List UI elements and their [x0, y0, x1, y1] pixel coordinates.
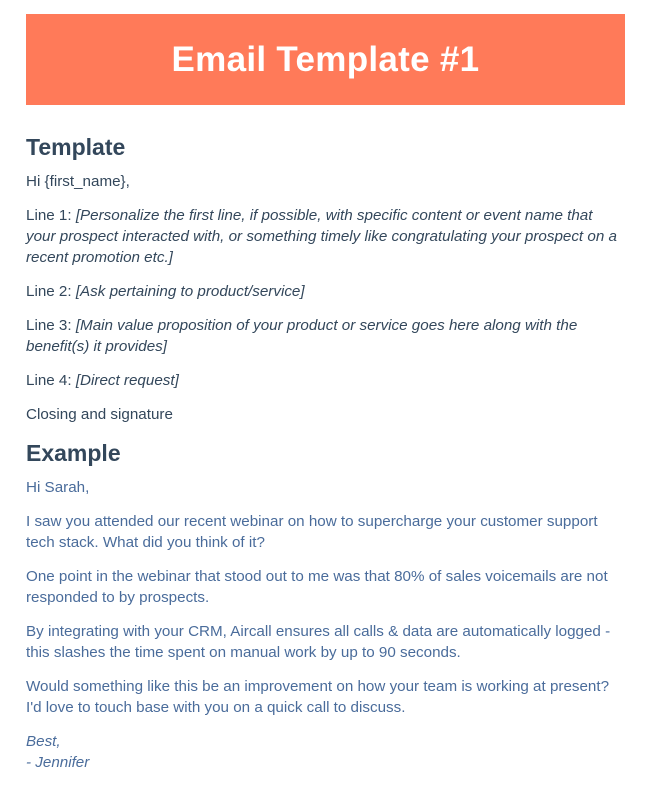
example-greeting: Hi Sarah,: [26, 479, 90, 496]
template-line-2: [26, 281, 624, 302]
example-heading: Example: [26, 440, 121, 466]
example-paragraph: One point in the webinar that stood out to me was that 80% of sales voicemails are not responded to by prospects.: [26, 568, 608, 606]
line-text: [Main value proposition of your product or service goes here along with the benefit(s) it provides]: [26, 317, 578, 355]
example-paragraph: By integrating with your CRM, Aircall ensures all calls & data are automatically logged - this slashes the time spent on manual work by up to 90 seconds.: [26, 623, 611, 661]
template-greeting: Hi {first_name},: [26, 173, 130, 190]
template-line-3: [26, 315, 624, 357]
template-heading: Template: [26, 134, 126, 160]
template-line-1: [26, 205, 624, 268]
page-title: Email Template #1: [171, 39, 480, 79]
template-line-4: [26, 370, 624, 391]
line-label: Line 2:: [26, 283, 76, 300]
example-section: [26, 438, 624, 773]
line-text: [Ask pertaining to product/service]: [75, 283, 305, 300]
line-label: Line 1:: [26, 207, 76, 224]
example-signoff: [26, 731, 624, 773]
template-section: [26, 132, 624, 425]
content: [26, 132, 624, 786]
template-closing: Closing and signature: [26, 406, 173, 423]
line-label: Line 3:: [26, 317, 76, 334]
example-paragraph: Would something like this be an improvement on how your team is working at present? I'd love to touch base with you on a quick call to discuss.: [26, 678, 610, 716]
signoff-text: Best,: [26, 733, 61, 750]
signature-text: - Jennifer: [26, 754, 90, 771]
title-banner: [26, 14, 625, 105]
example-paragraph: I saw you attended our recent webinar on how to supercharge your customer support tech stack. What did you think of it?: [26, 513, 598, 551]
line-text: [Personalize the first line, if possible, with specific content or event name that your prospect interacted with, or something timely like congratulating your prospect on a recent promotion etc.]: [26, 207, 617, 266]
line-text: [Direct request]: [75, 372, 179, 389]
line-label: Line 4:: [26, 372, 76, 389]
